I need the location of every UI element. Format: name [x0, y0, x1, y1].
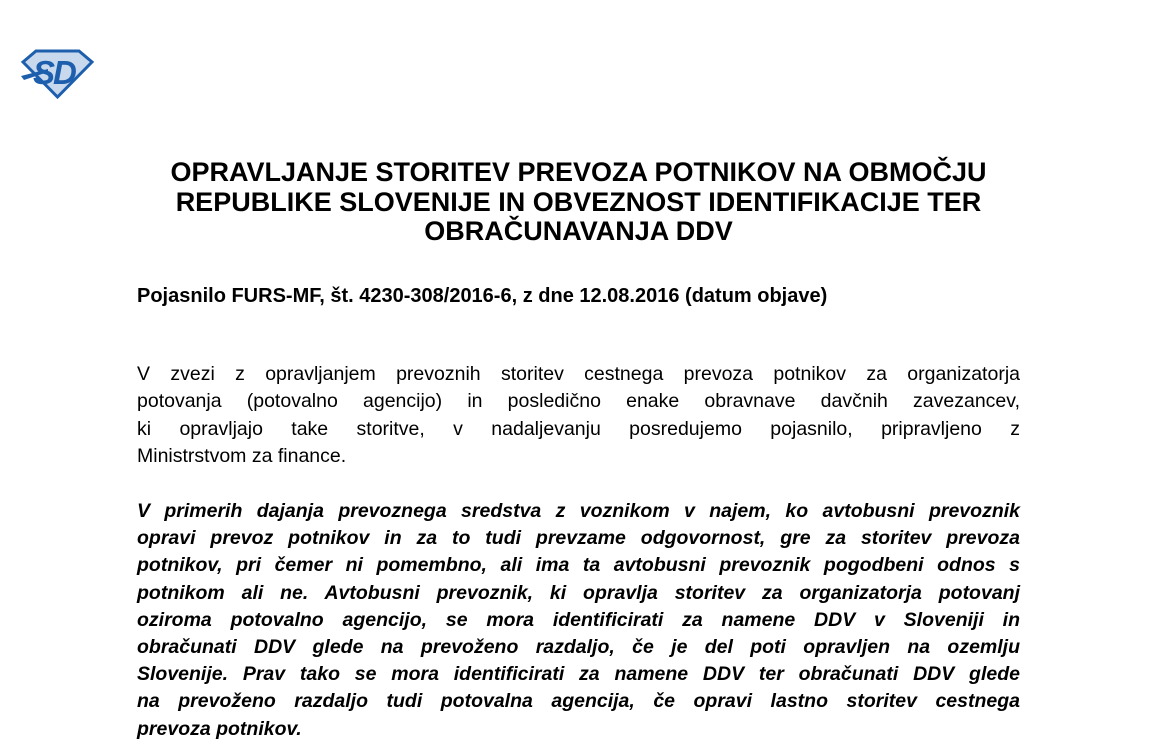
document-title: [137, 158, 1020, 247]
paragraph-explanation-italic: [137, 498, 1020, 743]
logo-letters: SD: [33, 54, 75, 91]
text-line: OBRAČUNAVANJA DDV: [424, 216, 733, 246]
text-line: Slovenije. Prav tako se mora identificirati za namene DDV ter obračunati DDV glede: [137, 663, 1020, 686]
text-line: obračunati DDV glede na prevoženo razdaljo, če je del poti opravljen na ozemlju: [137, 636, 1020, 659]
text-line: OPRAVLJANJE STORITEV PREVOZA POTNIKOV NA OBMOČJU: [170, 157, 987, 187]
text-line: na prevoženo razdaljo tudi potovalna agencija, če opravi lastno storitev cestnega: [137, 690, 1020, 713]
text-line: REPUBLIKE SLOVENIJE IN OBVEZNOST IDENTIFIKACIJE TER: [175, 186, 982, 217]
text-line: opravi prevoz potnikov in za to tudi prevzame odgovornost, gre za storitev prevoza: [137, 527, 1020, 550]
text-line: oziroma potovalno agencijo, se mora identificirati za namene DDV v Sloveniji in: [137, 608, 1020, 631]
text-line: ki opravljajo take storitve, v nadaljevanju posredujemo pojasnilo, pripravljeno z: [137, 417, 1020, 440]
text-line: prevoza potnikov.: [137, 717, 302, 740]
sd-diamond-logo-icon: [20, 47, 95, 100]
document-subtitle: Pojasnilo FURS-MF, št. 4230-308/2016-6, z dne 12.08.2016 (datum objave): [137, 285, 828, 307]
paragraph-intro: [137, 361, 1020, 471]
text-line: potovanja (potovalno agencijo) in posledično enake obravnave davčnih zavezancev,: [137, 390, 1020, 413]
sd-diamond-logo: [20, 47, 95, 100]
text-line: V zvezi z opravljanjem prevoznih storitev cestnega prevoza potnikov za organizatorja: [137, 363, 1020, 385]
text-line: potnikom ali ne. Avtobusni prevoznik, ki opravlja storitev za organizatorja potovanj: [137, 581, 1020, 604]
text-line: potnikov, pri čemer ni pomembno, ali ima ta avtobusni prevoznik pogodbeni odnos s: [137, 554, 1020, 577]
text-line: V primerih dajanja prevoznega sredstva z voznikom v najem, ko avtobusni prevoznik: [137, 500, 1020, 522]
text-line: Ministrstvom za finance.: [137, 445, 347, 468]
